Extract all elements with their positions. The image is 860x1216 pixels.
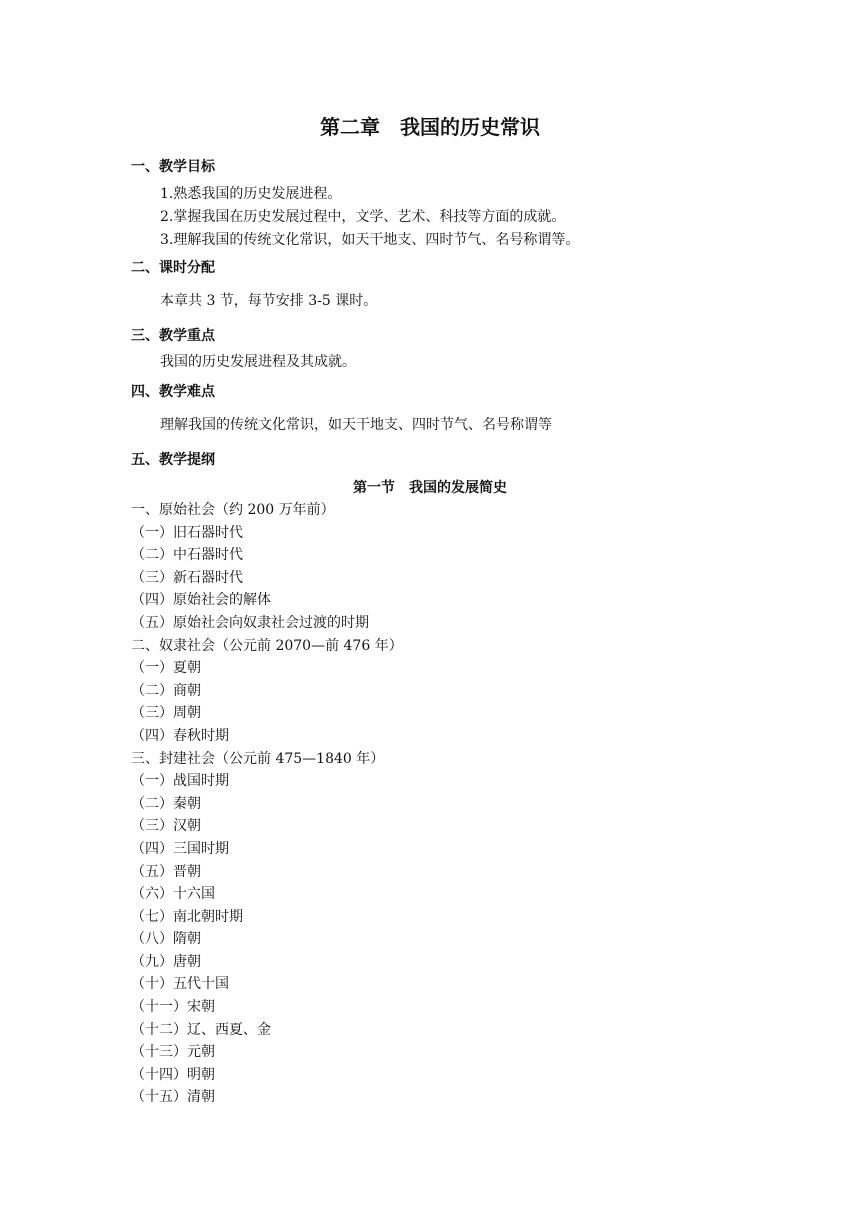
outline-line: （五）晋朝 <box>131 863 201 880</box>
outline-line: （三）汉朝 <box>131 818 201 835</box>
outline-line: （三）周朝 <box>131 705 201 722</box>
heading-outline: 五、教学提纲 <box>131 452 215 468</box>
outline-line: （十一）宋朝 <box>131 999 215 1016</box>
outline-line: （二）中石器时代 <box>131 547 243 564</box>
outline-line: （十四）明朝 <box>131 1066 215 1083</box>
outline-line: （一）夏朝 <box>131 660 201 677</box>
difficulties-text: 理解我国的传统文化常识，如天干地支、四时节气、名号称谓等 <box>160 417 552 433</box>
outline-line: （四）春秋时期 <box>131 727 229 744</box>
heading-difficulties: 四、教学难点 <box>131 384 215 400</box>
goal-item-1: 1.熟悉我国的历史发展进程。 <box>160 186 342 202</box>
goal-item-3: 3.理解我国的传统文化常识，如天干地支、四时节气、名号称谓等。 <box>160 232 580 248</box>
outline-line: （一）旧石器时代 <box>131 524 243 541</box>
key-points-text: 我国的历史发展进程及其成就。 <box>160 354 356 370</box>
outline-line: （十）五代十国 <box>131 976 229 993</box>
outline-line: （八）隋朝 <box>131 931 201 948</box>
heading-hours: 二、课时分配 <box>131 260 215 276</box>
outline-line: 一、原始社会（约 200 万年前） <box>131 502 335 518</box>
outline-line: （七）南北朝时期 <box>131 908 243 925</box>
heading-key-points: 三、教学重点 <box>131 328 215 344</box>
section-title: 第一节 我国的发展简史 <box>353 480 507 496</box>
outline-line: （十五）清朝 <box>131 1089 215 1106</box>
outline-line: 三、封建社会（公元前 475—1840 年） <box>131 750 385 767</box>
goal-item-2: 2.掌握我国在历史发展过程中，文学、艺术、科技等方面的成就。 <box>160 209 566 225</box>
outline-line: （十三）元朝 <box>131 1044 215 1061</box>
outline-list <box>131 499 403 1109</box>
outline-line: （四）原始社会的解体 <box>131 592 271 609</box>
outline-line: （二）商朝 <box>131 682 201 699</box>
outline-line: （六）十六国 <box>131 886 215 903</box>
outline-line: （一）战国时期 <box>131 773 229 790</box>
outline-line: （四）三国时期 <box>131 840 229 857</box>
heading-goals: 一、教学目标 <box>131 159 215 175</box>
hours-text: 本章共 3 节，每节安排 3-5 课时。 <box>160 293 378 309</box>
chapter-title: 第二章 我国的历史常识 <box>320 115 540 139</box>
outline-line: 二、奴隶社会（公元前 2070—前 476 年） <box>131 637 403 654</box>
outline-line: （九）唐朝 <box>131 953 201 970</box>
outline-line: （二）秦朝 <box>131 795 201 812</box>
outline-line: （十二）辽、西夏、金 <box>131 1021 271 1038</box>
outline-line: （五）原始社会向奴隶社会过渡的时期 <box>131 614 369 631</box>
outline-line: （三）新石器时代 <box>131 569 243 586</box>
